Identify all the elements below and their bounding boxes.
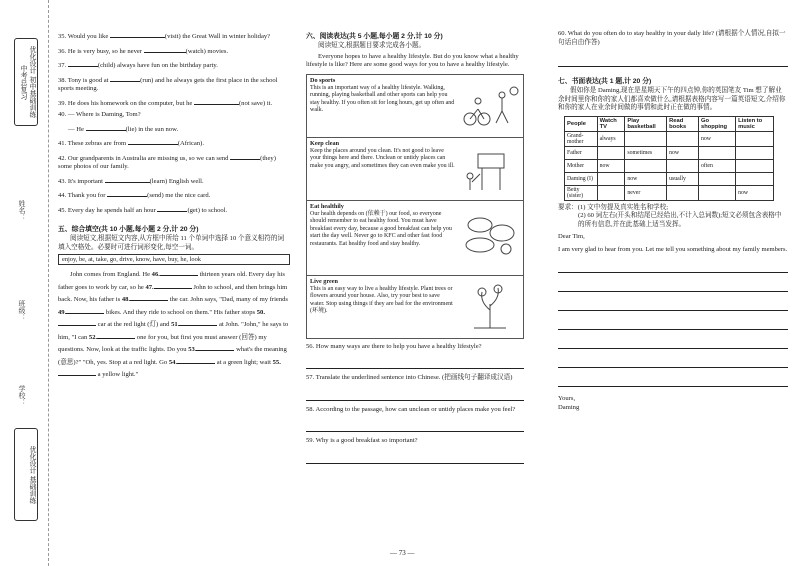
box-heading: Live green xyxy=(310,277,338,285)
class-label: 班级： xyxy=(18,300,26,321)
answer-blank[interactable] xyxy=(58,318,96,326)
table-cell xyxy=(736,131,774,146)
table-row xyxy=(565,146,774,159)
table-header-row xyxy=(565,116,774,131)
box-heading: Keep clean xyxy=(310,139,340,147)
table-cell xyxy=(625,159,667,172)
cloze-passage: John comes from England. He 46. thirteen years old. Every day his father goes to work by car, so he 47. John to school, and then brings him back. Now, his father is 48. the car. John says, "Dad, many of my friends 49. bikes. And they ride to school on them." His father stops 50. car at the red light (灯) and 51. at John. "John," he says to him, "I can 52. one for you, but first you must answer (回答) my questions. Now, look at the traffic lights. Do you 53. what's the meaning (意思)?" "Oh, yes. Stop at a red light. Go 54. at a green light; wait 55. a yellow light." xyxy=(58,268,290,381)
school-label: 学校： xyxy=(18,385,26,406)
answer-blank[interactable] xyxy=(230,152,260,160)
question-57: 57. Translate the underlined sentence into Chinese. (把画线句子翻译成汉语) xyxy=(306,374,513,381)
word-box: enjoy, be, at, take, go, drive, know, have, buy, he, look xyxy=(58,254,290,265)
box-do-sports xyxy=(307,77,523,138)
brand-logo-top: 优化设计 初中基础训练 中考总复习 xyxy=(14,38,38,126)
answer-blank[interactable] xyxy=(107,189,147,197)
answer-blank[interactable] xyxy=(154,281,192,289)
answer-line-57[interactable] xyxy=(306,391,524,401)
writing-line[interactable] xyxy=(558,282,788,292)
section-6-instructions: 阅读短文,根据题目要求完成各小题。 xyxy=(318,42,426,49)
answer-blank[interactable] xyxy=(177,356,215,364)
box-eat-healthily xyxy=(307,203,523,276)
table-cell: always xyxy=(597,131,625,146)
question-60: 60. What do you often do to stay healthy in your daily life? (请根据个人情况,自拟一句话自由作答) xyxy=(558,30,786,46)
question-56: 56. How many ways are there to help you have a healthy lifestyle? xyxy=(306,342,482,350)
answer-blank[interactable] xyxy=(110,30,165,38)
table-cell xyxy=(698,146,735,159)
answer-blank[interactable] xyxy=(128,137,178,145)
table-cell xyxy=(667,131,699,146)
table-cell xyxy=(667,185,699,200)
box-keep-clean xyxy=(307,140,523,201)
table-cell xyxy=(597,146,625,159)
table-cell: Father xyxy=(565,146,598,159)
question-36: 36. He is very busy, so he never (watch) movies. xyxy=(58,45,290,57)
table-cell xyxy=(698,172,735,185)
table-cell: now xyxy=(698,131,735,146)
column-middle xyxy=(306,30,524,465)
question-41: 41. These zebras are from (African). xyxy=(58,137,290,149)
section-5-title: 五、综合填空(共 10 小题,每小题 2 分,计 20 分) xyxy=(58,226,199,233)
table-row xyxy=(565,172,774,185)
answer-blank[interactable] xyxy=(157,204,187,212)
answer-blank[interactable] xyxy=(144,45,186,53)
box-text: This is an important way of a healthy lifestyle. Walking, running, playing basketball and other sports can help you stay healthy. If you often sit for long hours, get up often and walk. xyxy=(310,84,455,114)
box-heading: Eat healthily xyxy=(310,202,344,210)
box-live-green xyxy=(307,278,523,338)
table-row xyxy=(565,159,774,172)
binding-margin xyxy=(0,0,49,566)
table-header: Go shopping xyxy=(698,116,735,131)
answer-line-60[interactable] xyxy=(558,57,788,67)
question-38: 38. Tony is good at (run) and he always gets the first place in the school sports meeting. xyxy=(58,74,290,94)
table-cell xyxy=(736,159,774,172)
section-7-instructions: 假如你是 Daming,现在是星期天下午的四点钟,你的英国笔友 Tim 想了解业余时间里你和你的家人们都喜欢做什么,请根据表格内容写一篇英语短文,介绍你和你的家人在业余时间做的事情和此时正在做的事情。 xyxy=(558,87,786,111)
table-row xyxy=(565,185,774,200)
food-illustration-icon xyxy=(460,209,520,257)
answer-blank[interactable] xyxy=(179,318,217,326)
question-44: 44. Thank you for (send) me the nice card. xyxy=(58,189,290,201)
letter-salutation: Dear Tim, xyxy=(558,233,585,240)
answer-blank[interactable] xyxy=(160,268,198,276)
answer-blank[interactable] xyxy=(130,293,168,301)
activity-table xyxy=(564,116,774,201)
question-45: 45. Every day he spends half an hour (get) to school. xyxy=(58,204,290,216)
table-cell: now xyxy=(597,159,625,172)
answer-line-59[interactable] xyxy=(306,454,524,464)
writing-line[interactable] xyxy=(558,339,788,349)
letter-opening: I am very glad to hear from you. Let me tell you something about my family members. xyxy=(558,245,788,253)
question-42: 42. Our grandparents in Australia are missing us, so we can send (they) some photos of our family. xyxy=(58,152,290,172)
planting-illustration-icon xyxy=(460,284,520,332)
answer-blank[interactable] xyxy=(86,123,126,131)
question-40: 40. — Where is Daming, Tom? xyxy=(58,111,141,118)
answer-blank[interactable] xyxy=(97,331,135,339)
answer-blank[interactable] xyxy=(194,97,239,105)
section-5-instructions: 阅读短文,根据短文内容,从方框中所给 11 个单词中选择 10 个意义相符的词填入空格处。必要时可进行词形变化,每空一词。 xyxy=(58,235,285,251)
writing-line[interactable] xyxy=(558,301,788,311)
page-number: — 73 — xyxy=(390,549,415,557)
table-cell: usually xyxy=(667,172,699,185)
table-header: Watch TV xyxy=(597,116,625,131)
column-right xyxy=(558,30,788,412)
question-37: 37. (child) always have fun on the birthday party. xyxy=(58,59,290,71)
table-cell: now xyxy=(736,185,774,200)
table-row xyxy=(565,131,774,146)
answer-blank[interactable] xyxy=(58,368,96,376)
letter-signature: Daming xyxy=(558,403,580,411)
table-cell: never xyxy=(625,185,667,200)
table-cell: Daming (I) xyxy=(565,172,598,185)
column-left xyxy=(58,30,290,381)
sports-illustration-icon xyxy=(460,83,520,131)
table-header: Listen to music xyxy=(736,116,774,131)
box-heading: Do sports xyxy=(310,76,336,84)
writing-line[interactable] xyxy=(558,320,788,330)
table-cell xyxy=(736,172,774,185)
table-cell: Grand-mother xyxy=(565,131,598,146)
letter-closing: Yours, xyxy=(558,395,576,402)
requirement-1: 要求：(1) 文中勿提及真实姓名和学校; xyxy=(558,203,669,211)
table-header: Play basketball xyxy=(625,116,667,131)
table-cell: Mother xyxy=(565,159,598,172)
table-cell xyxy=(698,185,735,200)
writing-line[interactable] xyxy=(558,263,788,273)
section-6-title: 六、阅读表达(共 5 小题,每小题 2 分,计 10 分) xyxy=(306,33,443,40)
answer-blank[interactable] xyxy=(196,343,234,351)
section-7-title: 七、书面表达(共 1 题,计 20 分) xyxy=(558,78,652,85)
table-header: Read books xyxy=(667,116,699,131)
brand-logo-bottom: 优化设计 基础训练 xyxy=(14,428,38,521)
question-43: 43. It's important (learn) English well. xyxy=(58,175,290,187)
box-text: Our health depends on (依赖于) our food, so everyone should remember to eat healthy food. You must have breakfast every day, because a good breakfast can help you start the day well. Never go to KFC and other fast food restaurants. Eat healthy food and stay healthy. xyxy=(310,210,452,247)
requirement-2: (2) 60 词左右(开头和结尾已经给出,不计入总词数);短文必须包含表格中的所有信息,并在此基础上适当发挥。 xyxy=(578,212,782,228)
answer-blank[interactable] xyxy=(110,74,140,82)
name-label: 姓名： xyxy=(18,200,26,221)
question-40-reply: — He (lie) in the sun now. xyxy=(58,123,290,135)
question-35: 35. Would you like (visit) the Great Wall in winter holiday? xyxy=(58,30,290,42)
box-text: This is an easy way to live a healthy lifestyle. Plant trees or flowers around your house. Also, try your best to save water. Stop using things if they are bad for the environment (环境). xyxy=(310,285,453,315)
question-59: 59. Why is a good breakfast so important? xyxy=(306,437,418,444)
table-cell: now xyxy=(667,146,699,159)
table-header: People xyxy=(565,116,598,131)
answer-line-56[interactable] xyxy=(306,359,524,369)
answer-blank[interactable] xyxy=(68,59,98,67)
writing-line[interactable] xyxy=(558,377,788,387)
writing-line[interactable] xyxy=(558,358,788,368)
answer-blank[interactable] xyxy=(66,306,104,314)
table-cell: now xyxy=(625,172,667,185)
cleaning-illustration-icon xyxy=(460,146,520,194)
table-cell xyxy=(597,172,625,185)
table-cell xyxy=(625,131,667,146)
table-cell: Betty (sister) xyxy=(565,185,598,200)
reading-intro: Everyone hopes to have a healthy lifestyle. But do you know what a healthy lifestyle is like? Here are some good ways for you to have a healthy lifestyle. xyxy=(306,52,519,68)
reading-box xyxy=(306,74,524,339)
question-58: 58. According to the passage, how can unclean or untidy places make you feel? xyxy=(306,405,516,413)
answer-blank[interactable] xyxy=(105,175,150,183)
table-cell: often xyxy=(698,159,735,172)
question-39: 39. He does his homework on the computer, but he (not save) it. xyxy=(58,97,290,109)
box-text: Keep the places around you clean. It's not good to leave your things here and there. Unclean or untidy places can make you angry, and sometimes they can even make you ill. xyxy=(310,147,455,169)
answer-line-58[interactable] xyxy=(306,422,524,432)
table-cell xyxy=(736,146,774,159)
table-cell xyxy=(597,185,625,200)
table-cell: sometimes xyxy=(625,146,667,159)
table-cell xyxy=(667,159,699,172)
